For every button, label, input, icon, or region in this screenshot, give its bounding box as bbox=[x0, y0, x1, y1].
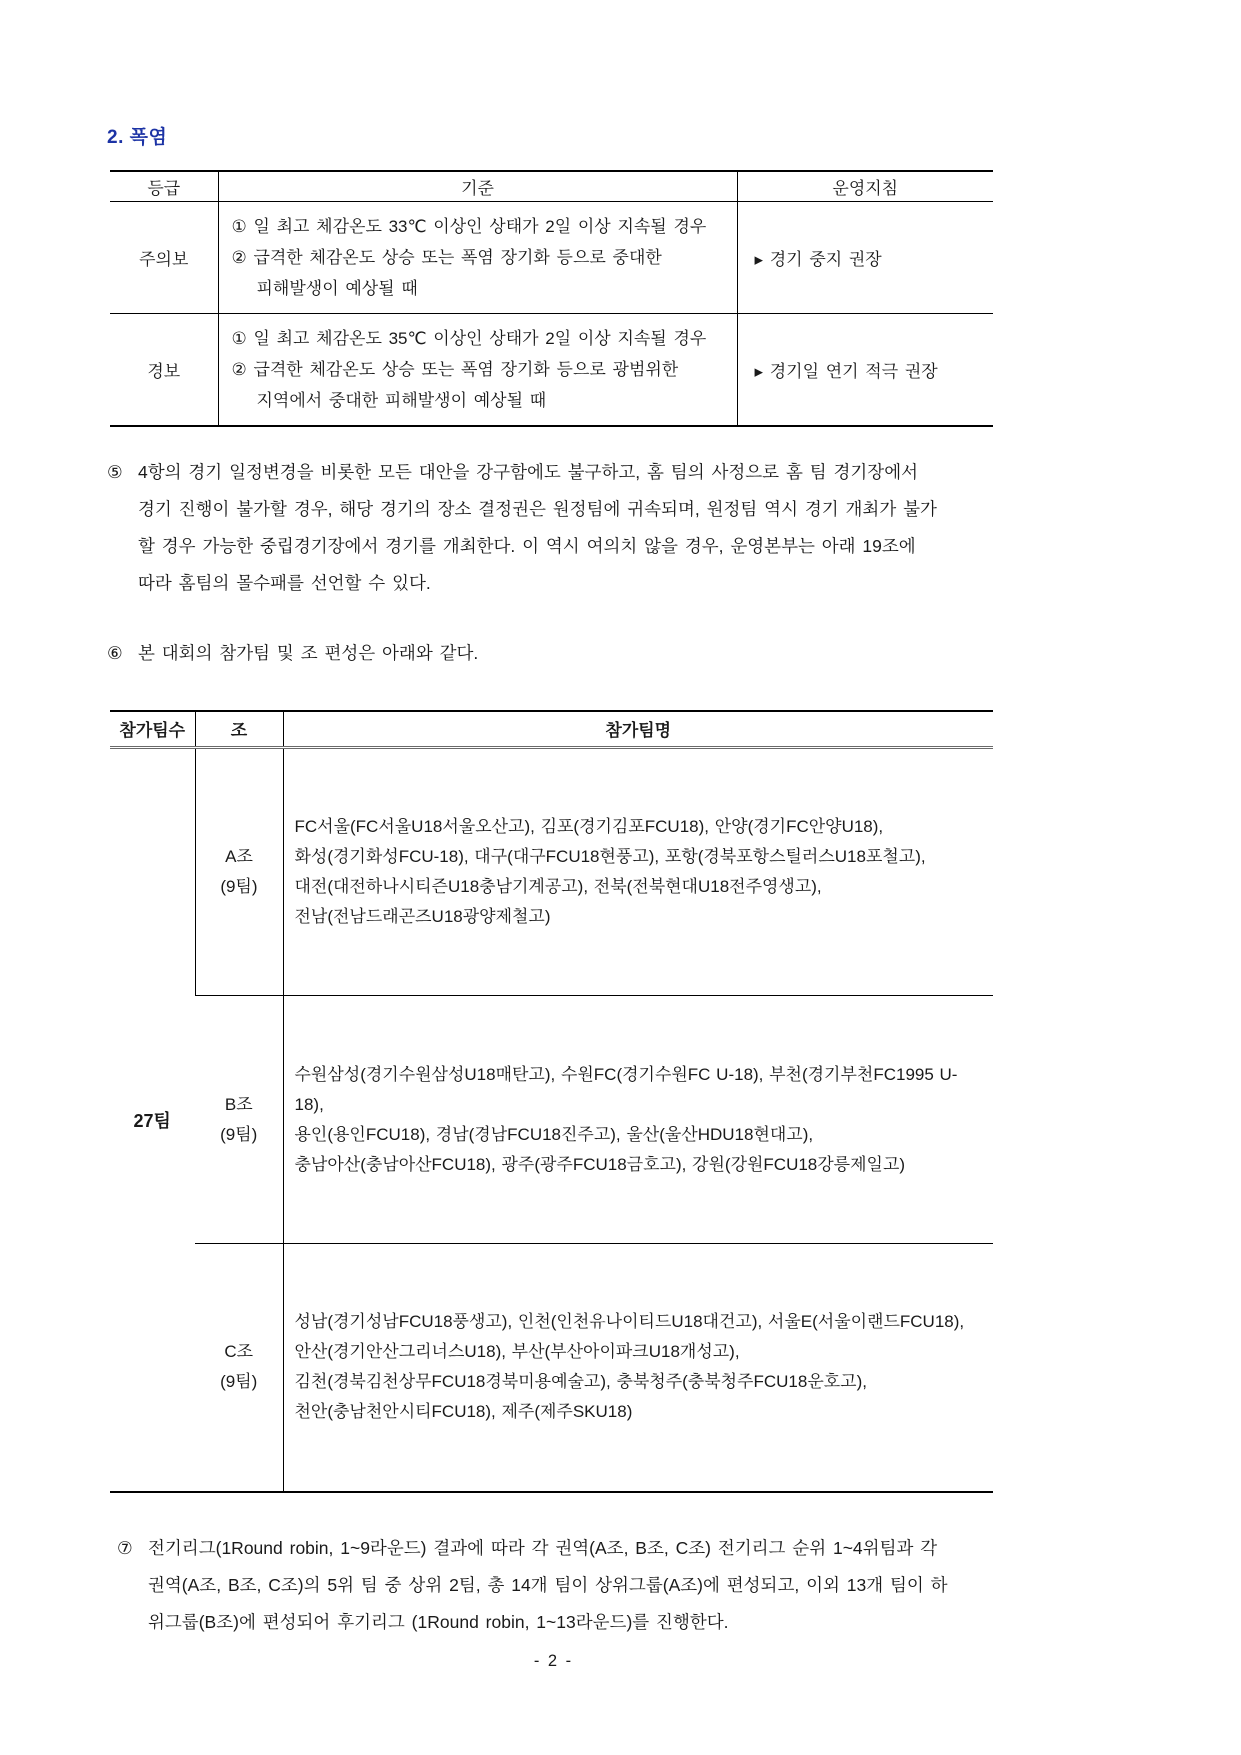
team-line: 김천(경북김천상무FCU18경북미용예술고), 충북청주(충북청주FCU18운호고), bbox=[294, 1372, 867, 1392]
team-line: FC서울(FC서울U18서울오산고), 김포(경기김포FCU18), 안양(경기FC안양U18), bbox=[294, 817, 884, 836]
team-line: 수원삼성(경기수원삼성U18매탄고), 수원FC(경기수원FC U-18), 부천(경기부천FC1995 U-18), bbox=[294, 1064, 958, 1114]
group-count: (9팀) bbox=[220, 1372, 258, 1392]
team-line: 안산(경기안산그리너스U18), 부산(부산아이파크U18개성고), bbox=[294, 1342, 740, 1362]
paragraph-7-marker: ⑦ bbox=[117, 1537, 133, 1558]
paragraph-5-text bbox=[138, 454, 937, 602]
table-row-group-b bbox=[110, 996, 993, 1244]
heatwave-criteria-table bbox=[110, 170, 993, 427]
heatwave-col-criteria: 기준 bbox=[218, 171, 737, 201]
text-line: 권역(A조, B조, C조)의 5위 팀 중 상위 2팀, 총 14개 팀이 상위그룹(A조)에 편성되고, 이외 13개 팀이 하 bbox=[148, 1574, 948, 1595]
guideline-advisory: ▸ 경기 중지 권장 bbox=[737, 201, 993, 313]
text-line: 할 경우 가능한 중립경기장에서 경기를 개최한다. 이 역시 여의치 않을 경우, 운영본부는 아래 19조에 bbox=[138, 535, 916, 556]
page-number: - 2 - bbox=[533, 1652, 574, 1670]
heatwave-col-guideline: 운영지침 bbox=[737, 171, 993, 201]
text-line: 4항의 경기 일정변경을 비롯한 모든 대안을 강구함에도 불구하고, 홈 팀의 사정으로 홈 팀 경기장에서 bbox=[138, 461, 918, 482]
text-line: 전기리그(1Round robin, 1~9라운드) 결과에 따라 각 권역(A조, B조, C조) 전기리그 순위 1~4위팀과 각 bbox=[148, 1537, 938, 1558]
group-name: C조 bbox=[224, 1342, 254, 1362]
team-line: 성남(경기성남FCU18풍생고), 인천(인천유나이티드U18대건고), 서울E(서울이랜드FCU18), bbox=[294, 1312, 965, 1332]
group-a-label bbox=[195, 748, 283, 996]
group-c-label bbox=[195, 1244, 283, 1492]
group-a-teams bbox=[283, 748, 993, 996]
group-c-teams bbox=[283, 1244, 993, 1492]
grade-warning: 경보 bbox=[147, 361, 181, 381]
text-line: 따라 홈팀의 몰수패를 선언할 수 있다. bbox=[138, 572, 431, 593]
criteria-line: 지역에서 중대한 피해발생이 예상될 때 bbox=[256, 390, 547, 410]
text-line: 위그룹(B조)에 편성되어 후기리그 (1Round robin, 1~13라운드)를 진행한다. bbox=[148, 1611, 729, 1632]
team-line: 천안(충남천안시티FCU18), 제주(제주SKU18) bbox=[294, 1402, 633, 1422]
table-row-group-c bbox=[110, 1244, 993, 1492]
heatwave-col-grade: 등급 bbox=[110, 171, 218, 201]
criteria-line: ② 급격한 체감온도 상승 또는 폭염 장기화 등으로 광범위한 bbox=[231, 359, 679, 379]
team-line: 화성(경기화성FCU-18), 대구(대구FCU18현풍고), 포항(경북포항스틸러스U18포철고), bbox=[294, 847, 926, 866]
criteria-line: ① 일 최고 체감온도 33℃ 이상인 상태가 2일 이상 지속될 경우 bbox=[231, 216, 707, 236]
criteria-line: 피해발생이 예상될 때 bbox=[256, 278, 418, 298]
team-line: 대전(대전하나시티즌U18충남기계공고), 전북(전북현대U18전주영생고), bbox=[294, 877, 822, 896]
group-count: (9팀) bbox=[220, 877, 258, 896]
teams-col-names: 참가팀명 bbox=[283, 711, 993, 748]
group-name: B조 bbox=[224, 1094, 253, 1114]
grade-advisory: 주의보 bbox=[110, 201, 218, 313]
teams-table-header-row bbox=[110, 711, 993, 748]
teams-col-group: 조 bbox=[195, 711, 283, 748]
paragraph-7 bbox=[117, 1530, 1147, 1641]
paragraph-6-text bbox=[138, 635, 478, 672]
criteria-warning bbox=[218, 313, 737, 426]
team-line: 전남(전남드래곤즈U18광양제철고) bbox=[294, 907, 551, 926]
participating-teams-table bbox=[110, 710, 993, 1493]
group-b-teams bbox=[283, 996, 993, 1244]
paragraph-7-text bbox=[148, 1530, 948, 1641]
criteria-advisory bbox=[218, 201, 737, 313]
text-line: 본 대회의 참가팀 및 조 편성은 아래와 같다. bbox=[138, 642, 479, 663]
table-row-group-a bbox=[110, 748, 993, 996]
paragraph-5-marker: ⑤ bbox=[107, 461, 123, 482]
criteria-line: ① 일 최고 체감온도 35℃ 이상인 상태가 2일 이상 지속될 경우 bbox=[231, 328, 707, 348]
group-name: A조 bbox=[225, 847, 253, 866]
group-count: (9팀) bbox=[220, 1124, 258, 1144]
text-line: 경기 진행이 불가할 경우, 해당 경기의 장소 결정권은 원정팀에 귀속되며, 원정팀 역시 경기 개최가 불가 bbox=[138, 498, 937, 519]
table-row-warning bbox=[110, 313, 993, 426]
team-line: 용인(용인FCU18), 경남(경남FCU18진주고), 울산(울산HDU18현대고), bbox=[294, 1124, 814, 1144]
paragraph-6-marker: ⑥ bbox=[107, 642, 123, 663]
criteria-line: ② 급격한 체감온도 상승 또는 폭염 장기화 등으로 중대한 bbox=[231, 247, 662, 267]
heatwave-table-header-row bbox=[110, 171, 993, 201]
paragraph-6 bbox=[107, 635, 1241, 672]
section-title: 2. 폭염 bbox=[107, 127, 168, 148]
group-b-label bbox=[195, 996, 283, 1244]
total-team-count: 27팀 bbox=[133, 1110, 171, 1131]
paragraph-5 bbox=[107, 454, 1037, 602]
team-line: 충남아산(충남아산FCU18), 광주(광주FCU18금호고), 강원(강원FCU18강릉제일고) bbox=[294, 1154, 906, 1174]
table-row-advisory bbox=[110, 201, 993, 313]
guideline-warning: ▸ 경기일 연기 적극 권장 bbox=[737, 313, 993, 426]
teams-col-count: 참가팀수 bbox=[110, 711, 195, 748]
